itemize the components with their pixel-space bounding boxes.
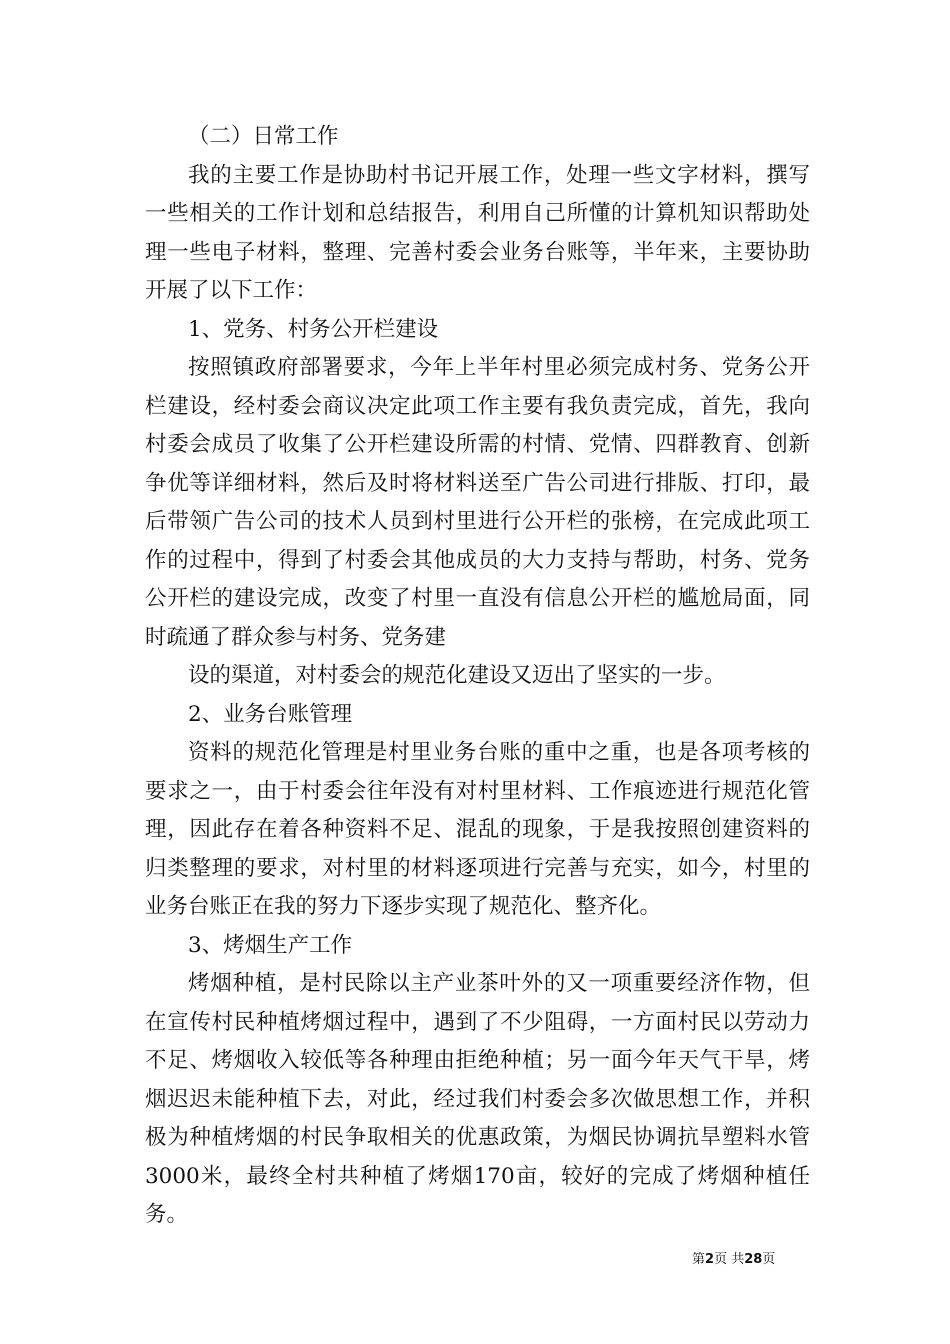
subheading-tobacco-production: 3、烤烟生产工作 (188, 932, 353, 958)
footer-middle: 页 共 (714, 1252, 745, 1267)
paragraph-bulletin-board: 按照镇政府部署要求，今年上半年村里必须完成村务、党务公开栏建设，经村委会商议决定此项工作主要有我负责完成，首先，我向村委会成员了收集了公开栏建设所需的村情、党情、四群教育、创新争优等详细材料，然后及时将材料送至广告公司进行排版、打印，最后带领广告公司的技术人员到村里进行公开栏的张榜，在完成此项工作的过程中，得到了村委会其他成员的大力支持与帮助，村务、党务公开栏的建设完成，改变了村里一直没有信息公开栏的尴尬局面，同时疏通了群众参与村务、党务建 (145, 355, 810, 650)
footer-prefix: 第 (692, 1252, 706, 1267)
paragraph-bulletin-board-continued: 设的渠道，对村委会的规范化建设又迈出了坚实的一步。 (188, 663, 726, 688)
paragraph-ledger-management: 资料的规范化管理是村里业务台账的重中之重，也是各项考核的要求之一，由于村委会往年没有对村里材料、工作痕迹进行规范化管理，因此存在着各种资料不足、混乱的现象，于是我按照创建资料的归类整理的要求，对村里的材料逐项进行完善与充实，如今，村里的业务台账正在我的努力下逐步实现了规范化、整齐化。 (145, 740, 810, 919)
footer-current-page: 2 (705, 1252, 715, 1267)
footer-suffix: 页 (762, 1252, 776, 1267)
subheading-ledger-management: 2、业务台账管理 (188, 701, 353, 727)
page-footer (692, 1248, 832, 1267)
paragraph-tobacco-production: 烤烟种植，是村民除以主产业茶叶外的又一项重要经济作物，但在宣传村民种植烤烟过程中，遇到了不少阻碍，一方面村民以劳动力不足、烤烟收入较低等各种理由拒绝种植；另一面今年天气干旱，烤烟迟迟未能种植下去，对此，经过我们村委会多次做思想工作，并积极为种植烤烟的村民争取相关的优惠政策，为烟民协调抗旱塑料水管3000米，最终全村共种植了烤烟170亩，较好的完成了烤烟种植任务。 (145, 971, 810, 1227)
footer-total-pages: 28 (744, 1252, 763, 1267)
document-body (145, 118, 810, 1235)
subheading-bulletin-board: 1、党务、村务公开栏建设 (188, 316, 439, 342)
section-heading-daily-work: （二）日常工作 (188, 124, 339, 149)
paragraph-main-duties: 我的主要工作是协助村书记开展工作，处理一些文字材料，撰写一些相关的工作计划和总结报告，利用自己所懂的计算机知识帮助处理一些电子材料，整理、完善村委会业务台账等，半年来，主要协助开展了以下工作： (145, 162, 810, 303)
